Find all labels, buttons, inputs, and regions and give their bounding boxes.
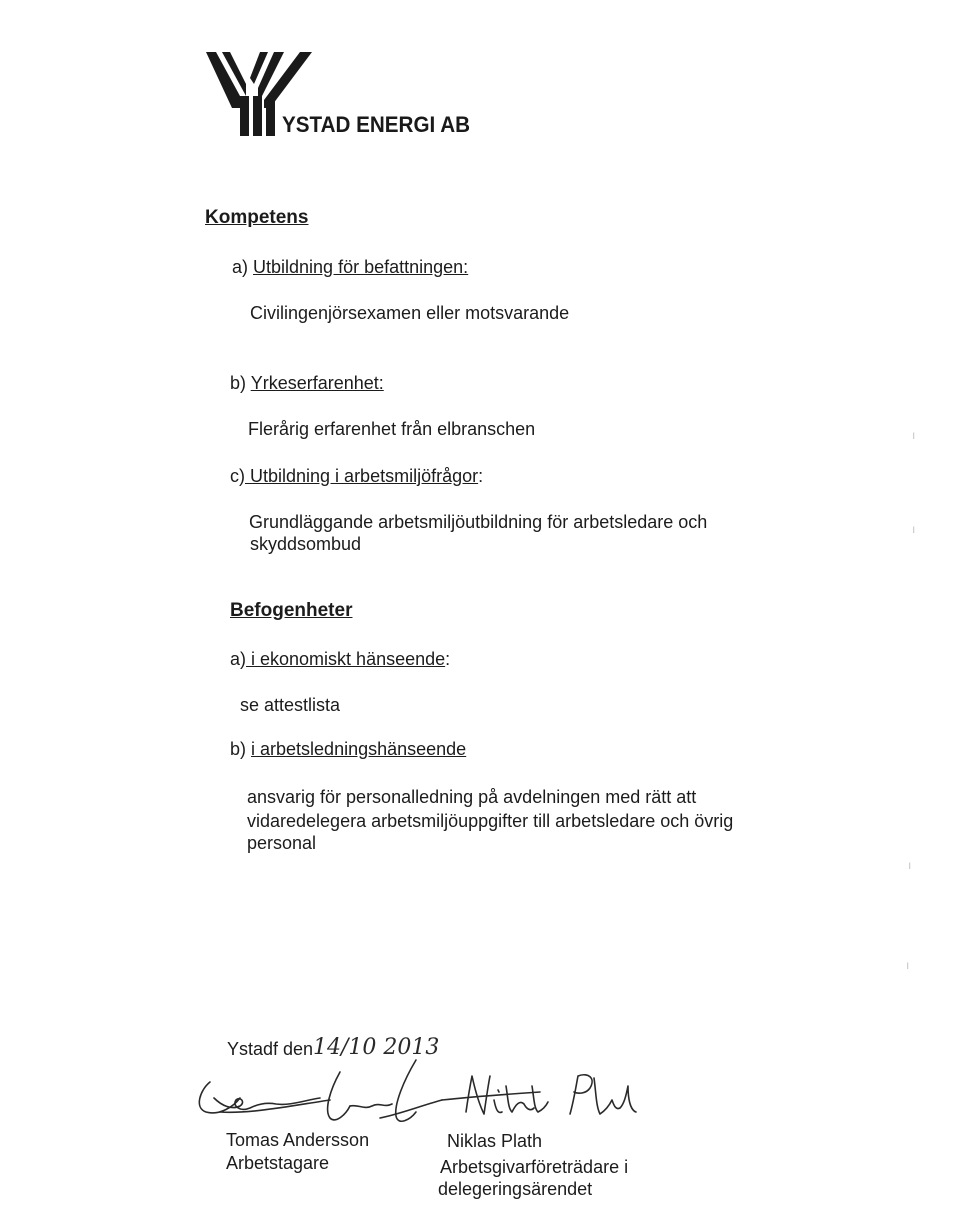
- kompetens-c-suffix: :: [478, 466, 484, 486]
- ystad-energi-logo: [200, 48, 480, 140]
- signer-right-name: Niklas Plath: [447, 1131, 543, 1151]
- kompetens-a-line: [232, 256, 468, 278]
- scan-speck: ı: [912, 522, 916, 536]
- befogenheter-b-text-line2: vidaredelegera arbetsmiljöuppgifter till arbetsledare och övrig: [247, 811, 734, 831]
- kompetens-heading: Kompetens: [205, 207, 309, 228]
- kompetens-c-line: [230, 465, 483, 487]
- logo-company-name: YSTAD ENERGI AB: [282, 112, 470, 137]
- kompetens-c-text-line2: skyddsombud: [250, 534, 362, 554]
- befogenheter-b-label: i arbetsledningshänseende: [251, 739, 467, 759]
- kompetens-a-prefix: a): [232, 257, 254, 277]
- handwritten-signatures: [180, 1020, 640, 1140]
- befogenheter-a-label: i ekonomiskt hänseende: [246, 649, 446, 669]
- kompetens-b-text: Flerårig erfarenhet från elbranschen: [248, 419, 536, 439]
- befogenheter-b-text-line3: personal: [247, 833, 317, 853]
- kompetens-a-text: Civilingenjörsexamen eller motsvarande: [250, 303, 570, 323]
- kompetens-c-label: Utbildning i arbetsmiljöfrågor: [245, 466, 479, 486]
- scan-speck: ı: [912, 428, 916, 442]
- befogenheter-b-line: [230, 738, 466, 760]
- scan-speck: ı: [906, 958, 910, 972]
- kompetens-c-prefix: c): [230, 466, 245, 486]
- befogenheter-a-text: se attestlista: [240, 695, 341, 715]
- signer-right-role-line1: Arbetsgivarföreträdare i: [440, 1157, 629, 1177]
- scan-speck: ı: [908, 858, 912, 872]
- signing-place-label: Ystadf den: [227, 1039, 314, 1059]
- kompetens-a-label: Utbildning för befattningen:: [253, 257, 469, 277]
- befogenheter-heading: Befogenheter: [230, 600, 353, 621]
- kompetens-b-prefix: b): [230, 373, 251, 393]
- kompetens-b-label: Yrkeserfarenhet:: [250, 373, 384, 393]
- kompetens-c-text-line1: Grundläggande arbetsmiljöutbildning för arbetsledare och: [249, 512, 708, 532]
- befogenheter-a-prefix: a): [230, 649, 247, 669]
- signer-left-role: Arbetstagare: [226, 1153, 330, 1173]
- befogenheter-b-prefix: b): [230, 739, 252, 759]
- signer-left-name: Tomas Andersson: [226, 1130, 370, 1150]
- kompetens-b-line: [230, 372, 384, 394]
- signer-right-role-line2: delegeringsärendet: [438, 1179, 593, 1199]
- befogenheter-b-text-line1: ansvarig för personalledning på avdelningen med rätt att: [247, 787, 697, 807]
- befogenheter-a-suffix: :: [445, 649, 451, 669]
- handwritten-date: 14/10 2013: [313, 1035, 440, 1060]
- befogenheter-a-line: [230, 648, 450, 670]
